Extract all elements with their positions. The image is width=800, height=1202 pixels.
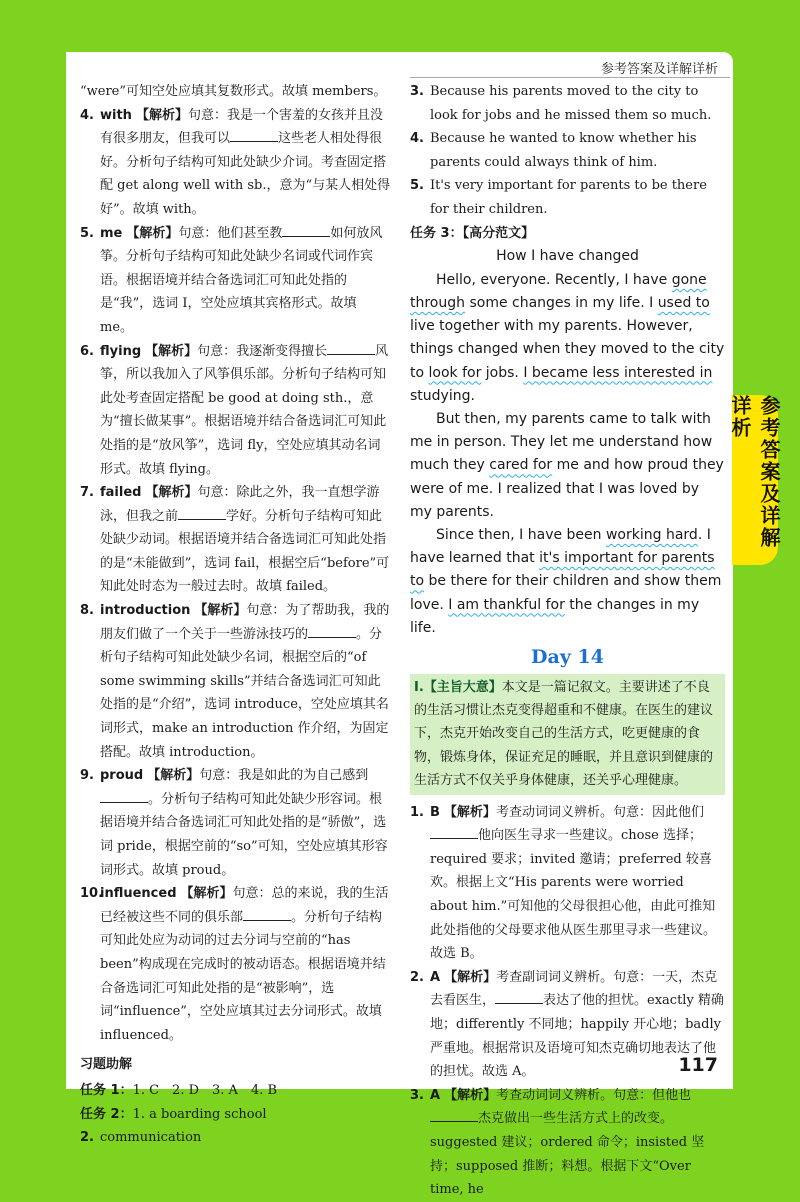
essay-highlight: used to [657, 294, 710, 311]
item-number: 4. [80, 107, 94, 123]
answer-word: A [430, 1087, 441, 1103]
answer-blank [495, 991, 543, 1004]
explanation-text: 考查副词词义辨析。句意：一天，杰克去看医生， [430, 969, 718, 1009]
answer-word: B [430, 804, 440, 820]
item-number: 10. [80, 886, 104, 902]
day-heading: Day 14 [531, 646, 604, 668]
task1-label: 任务 1： [80, 1082, 133, 1098]
item-number: 9. [80, 768, 94, 784]
explanation-text: 句意：除此之外，我一直想学游泳，但我之前 [100, 485, 380, 524]
analysis-tag: 【解析】 [443, 804, 496, 820]
analysis-tag: 【解析】 [147, 768, 200, 784]
explanation-text: 。分析句子结构可知此处应为动词的过去分词与空前的“has been”构成现在完成时的被动语态。根据语境并结合备选词汇可知此处指的是“被影响”，选词“influence”，空处应填其过去分词形式。故填 influenced。 [100, 909, 386, 1043]
answer-item [80, 882, 392, 1047]
explanation-text: 表达了他的担忧。exactly 精确地；differently 不同地；happily 开心地；badly 严重地。根据常识及语境可知杰克确切地表达了他的担忧。故选 A。 [430, 993, 724, 1080]
item-number: 2. [80, 1130, 94, 1146]
answer-word: flying [100, 343, 142, 359]
analysis-tag: 【解析】 [444, 969, 497, 985]
task2-item [80, 1126, 392, 1150]
answer-item [410, 1084, 725, 1202]
essay-text: studying. [410, 387, 475, 404]
essay-paragraph-2 [410, 408, 725, 524]
analysis-tag: 【解析】 [126, 225, 179, 241]
mc-answer-list [410, 801, 725, 1202]
item-text: communication [100, 1130, 202, 1146]
side-tab [728, 395, 781, 565]
analysis-tag: 【解析】 [180, 886, 233, 902]
essay-text: Hello, everyone. Recently, I have [436, 271, 672, 288]
answer-word: me [100, 225, 123, 241]
analysis-tag: 【解析】 [194, 603, 247, 619]
answer-blank [430, 1109, 478, 1122]
answer-item [410, 80, 725, 127]
task2-text: 1. a boarding school [132, 1106, 267, 1122]
answer-item [410, 127, 725, 174]
essay-highlight: I am thankful for [448, 596, 565, 613]
section-title: 习题助解 [80, 1057, 133, 1073]
item-number: 5. [410, 178, 424, 194]
answer-word: influenced [100, 886, 177, 902]
essay-title: How I have changed [496, 248, 639, 265]
explanation-text: 这些老人相处得很好。分析句子结构可知此处缺少介词。考查固定搭配 get along well with sb.，意为“与某人相处得好”。故填 with。 [100, 131, 391, 217]
answer-word: failed [100, 485, 142, 501]
explanation-text: 句意：他们甚至教 [178, 225, 283, 241]
answer-blank [327, 342, 375, 355]
task2-label: 任务 2： [80, 1106, 133, 1122]
answer-blank [100, 790, 148, 803]
answer-word: with [100, 107, 132, 123]
essay-text: the changes in my life. [410, 596, 700, 636]
analysis-tag: 【解析】 [444, 1087, 497, 1103]
essay-text: me and how proud they were of me. I realized that I was loved by my parents. [410, 457, 724, 520]
answer-item [80, 481, 392, 599]
item-number: 3. [410, 84, 424, 99]
answer-item [80, 104, 392, 222]
answer-list [80, 104, 392, 1048]
explanation-text: 句意：总的来说，我的生活已经被这些不同的俱乐部 [100, 886, 389, 925]
answer-blank [430, 826, 478, 839]
item-number: 7. [80, 485, 94, 501]
header-rule [410, 77, 730, 78]
side-tab-label: 参考答案及详解详析 [728, 395, 781, 549]
right-column [410, 80, 725, 1202]
item-number: 2. [410, 969, 424, 985]
item-number: 8. [80, 603, 94, 619]
item-text: It's very important for parents to be there for their children. [430, 178, 707, 217]
explanation-text: 句意：我是如此的为自己感到 [199, 768, 369, 784]
answer-blank [230, 129, 278, 142]
explanation-text: 句意：我逐渐变得擅长 [197, 343, 328, 359]
explanation-text: 如何放风筝。分析句子结构可知此处缺少名词或代词作宾语。根据语境并结合备选词汇可知此处指的是“我”，选词 I，空处应填其宾格形式。故填 me。 [100, 225, 383, 335]
explanation-text: 风筝，所以我加入了风筝俱乐部。分析句子结构可知此处考查固定搭配 be good at doing sth.，意为“擅长做某事”。根据语境并结合备选词汇可知此处指的是“放风筝”，选词 fly，空处应填其动名词形式。故填 flying。 [100, 343, 389, 477]
answer-item [80, 222, 392, 340]
explanation-text: 学好。分析句子结构可知此处缺少动词。根据语境并结合备选词汇可知此处指的是“未能做到”，选词 fail，根据空后“before”可知此处时态为一般过去时。故填 failed。 [100, 508, 390, 595]
page-number: 117 [678, 1054, 718, 1076]
essay-text: Since then, I have been [436, 526, 606, 543]
answer-item [410, 174, 725, 221]
answer-word: proud [100, 768, 144, 784]
answer-item [80, 599, 392, 764]
explanation-text: 。分析句子结构可知此处缺少形容词。根据语境并结合备选词汇可知此处指的是“骄傲”，选词 pride，根据空前的“so”可知，空处应填其形容词形式。故填 proud。 [100, 791, 388, 878]
explanation-text: 杰克做出一些生活方式上的改变。suggested 建议；ordered 命令；insisted 坚持；supposed 推断；料想。根据下文“Over time, he [430, 1111, 705, 1198]
answer-item [80, 340, 392, 482]
essay-text: jobs. [481, 364, 524, 381]
analysis-tag: 【解析】 [145, 343, 198, 359]
answer-blank [282, 224, 330, 237]
explanation-text: 他向医生寻求一些建议。chose 选择；required 要求；invited 邀请；preferred 较喜欢。根据上文“His parents were worried about him.”可知他的父母很担心他，由此可推知此处指他的父母要求他从医生那里寻求一些建议。故选 B。 [430, 828, 717, 962]
answer-word: introduction [100, 603, 191, 619]
answer-blank [243, 908, 291, 921]
explanation-text: 句意：为了帮助我，我的朋友们做了一个关于一些游泳技巧的 [100, 603, 390, 642]
essay-text: be there for their children and show them love. [410, 573, 722, 613]
task3-tag: 【高分范文】 [462, 225, 535, 241]
answer-item [80, 764, 392, 882]
essay-text: some changes in my life. I [465, 294, 658, 311]
intro-text: “were”可知空处应填其复数形式。故填 members。 [80, 84, 387, 99]
task1-answers [80, 1079, 392, 1103]
item-number: 6. [80, 343, 94, 359]
answer-word: A [430, 969, 441, 985]
explanation-text: 考查动词词义辨析。句意：因此他们 [495, 804, 704, 820]
task3-heading [410, 222, 725, 246]
item-number: 5. [80, 225, 94, 241]
item-number: 4. [410, 131, 424, 147]
task2-answers [80, 1103, 392, 1127]
essay-text: live together with my parents. However, things changed when they moved to the city to [410, 318, 725, 381]
left-column [80, 80, 392, 1150]
essay-paragraph-3 [410, 524, 725, 640]
item-text: Because his parents moved to the city to look for jobs and he missed them so much. [430, 84, 712, 123]
explanation-text: 句意：我是一个害羞的女孩并且没有很多朋友，但我可以 [100, 107, 383, 147]
task3-label: 任务 3： [410, 225, 463, 241]
item-text: Because he wanted to know whether his parents could always think of him. [430, 131, 697, 170]
essay-text: But then, my parents came to talk with me in person. They let me understand how much they [410, 410, 713, 474]
explanation-text: 。分析句子结构可知此处缺少名词，根据空后的“of some swimming skills”并结合备选词汇可知此处指的是“介绍”，选词 introduce，空处应填其名词形式，make an introduction 作介绍，为固定搭配。故填 introduction。 [100, 626, 389, 760]
essay-highlight: it's important for parents to [410, 550, 715, 590]
essay-highlight: cared for [489, 457, 553, 474]
essay [410, 269, 725, 640]
essay-highlight: working hard [605, 526, 698, 543]
item-number: 1. [410, 804, 424, 820]
analysis-tag: 【解析】 [145, 485, 198, 501]
essay-highlight: gone through [410, 271, 707, 311]
summary-tag: Ⅰ.【主旨大意】 [414, 679, 502, 695]
explanation-text: 考查动词词义辨析。句意：但他也 [496, 1087, 692, 1103]
answer-blank [178, 507, 226, 520]
essay-text: . I have learned that [410, 526, 711, 567]
task2-list [410, 80, 725, 222]
essay-highlight: look for [428, 364, 482, 381]
summary-box [410, 674, 725, 795]
answer-item [410, 801, 725, 966]
analysis-tag: 【解析】 [135, 107, 188, 123]
item-number: 3. [410, 1087, 424, 1103]
essay-paragraph-1 [410, 269, 725, 408]
answer-blank [308, 625, 356, 638]
essay-highlight: I became less interested in [523, 364, 713, 381]
summary-text: 本文是一篇记叙文。主要讲述了不良的生活习惯让杰克变得超重和不健康。在医生的建议下，杰克开始改变自己的生活方式，吃更健康的食物，锻炼身体，保证充足的睡眠，并且意识到健康的生活方式不仅关乎身体健康，还关乎心理健康。 [414, 679, 714, 789]
running-header: 参考答案及详解详析 [600, 62, 718, 77]
task1-text: 1. C 2. D 3. A 4. B [132, 1082, 278, 1098]
